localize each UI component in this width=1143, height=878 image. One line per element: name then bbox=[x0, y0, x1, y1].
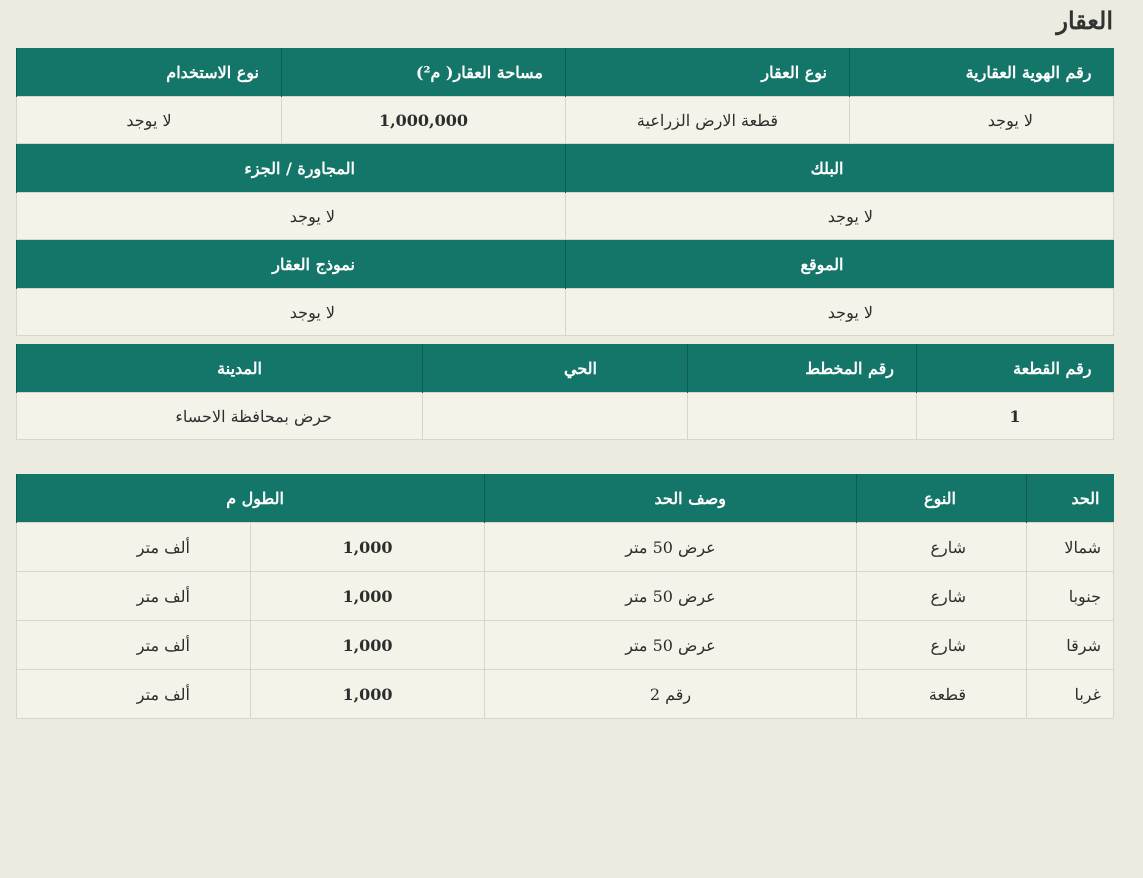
table-row bbox=[17, 572, 1114, 621]
boundary-description: عرض 50 متر bbox=[485, 621, 857, 670]
boundary-length: 1,000 bbox=[251, 572, 485, 621]
header-property-type: نوع العقار bbox=[566, 48, 850, 97]
value-property-id: لا يوجد bbox=[850, 97, 1114, 144]
boundary-side: شمالا bbox=[1027, 523, 1114, 572]
table-row bbox=[17, 670, 1114, 719]
boundary-length-text: ألف متر bbox=[17, 621, 251, 670]
value-location: لا يوجد bbox=[566, 289, 1114, 336]
header-usage-type: نوع الاستخدام bbox=[17, 48, 282, 97]
value-usage-type: لا يوجد bbox=[17, 97, 282, 144]
header-length: الطول م bbox=[17, 474, 485, 523]
boundary-side: غربا bbox=[1027, 670, 1114, 719]
value-property-area: 1,000,000 bbox=[282, 97, 566, 144]
property-table bbox=[16, 48, 1114, 336]
value-property-type: قطعة الارض الزراعية bbox=[566, 97, 850, 144]
plot-table bbox=[16, 344, 1114, 440]
boundary-length-text: ألف متر bbox=[17, 572, 251, 621]
boundary-length-text: ألف متر bbox=[17, 523, 251, 572]
boundary-length: 1,000 bbox=[251, 523, 485, 572]
header-property-model: نموذج العقار bbox=[17, 240, 566, 289]
boundary-side: شرقا bbox=[1027, 621, 1114, 670]
page-title: العقار bbox=[1056, 6, 1113, 35]
boundaries-table bbox=[16, 474, 1114, 719]
table-row bbox=[17, 621, 1114, 670]
header-boundary-type: النوع bbox=[857, 474, 1027, 523]
boundary-type: شارع bbox=[857, 523, 1027, 572]
value-plan-number bbox=[688, 393, 917, 440]
header-boundary: الحد bbox=[1027, 474, 1114, 523]
header-boundary-description: وصف الحد bbox=[485, 474, 857, 523]
boundary-description: عرض 50 متر bbox=[485, 572, 857, 621]
header-plot-number: رقم القطعة bbox=[917, 344, 1114, 393]
header-plan-number: رقم المخطط bbox=[688, 344, 917, 393]
boundary-description: عرض 50 متر bbox=[485, 523, 857, 572]
table-row bbox=[17, 523, 1114, 572]
boundary-length-text: ألف متر bbox=[17, 670, 251, 719]
value-neighborhood-part: لا يوجد bbox=[17, 193, 566, 240]
value-block: لا يوجد bbox=[566, 193, 1114, 240]
header-city: المدينة bbox=[17, 344, 423, 393]
value-property-model: لا يوجد bbox=[17, 289, 566, 336]
header-neighborhood-part: المجاورة / الجزء bbox=[17, 144, 566, 193]
header-block: البلك bbox=[566, 144, 1114, 193]
value-district bbox=[423, 393, 688, 440]
header-property-id: رقم الهوية العقارية bbox=[850, 48, 1114, 97]
boundary-side: جنوبا bbox=[1027, 572, 1114, 621]
boundary-type: قطعة bbox=[857, 670, 1027, 719]
boundary-length: 1,000 bbox=[251, 621, 485, 670]
value-plot-number: 1 bbox=[917, 393, 1114, 440]
boundary-type: شارع bbox=[857, 572, 1027, 621]
header-location: الموقع bbox=[566, 240, 1114, 289]
boundary-length: 1,000 bbox=[251, 670, 485, 719]
value-city: حرض بمحافظة الاحساء bbox=[17, 393, 423, 440]
header-property-area: مساحة العقار( م²) bbox=[282, 48, 566, 97]
boundary-type: شارع bbox=[857, 621, 1027, 670]
header-district: الحي bbox=[423, 344, 688, 393]
boundary-description: رقم 2 bbox=[485, 670, 857, 719]
